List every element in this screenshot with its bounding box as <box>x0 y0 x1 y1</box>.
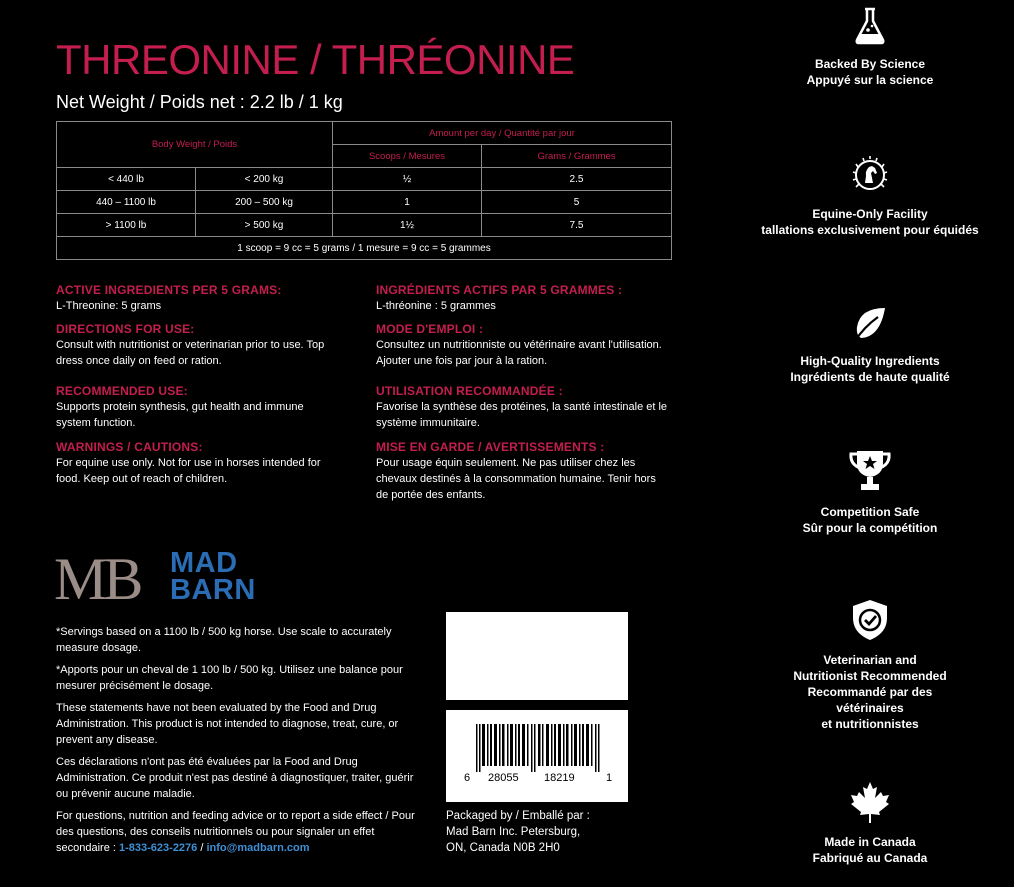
mad-barn-logo <box>54 548 294 610</box>
table-cell: 440 – 1100 lb <box>57 191 196 214</box>
barcode-bars <box>476 724 600 772</box>
active-ingredients-en <box>56 282 346 314</box>
feature-line: Made in Canada <box>824 835 916 849</box>
phone-link[interactable]: 1-833-623-2276 <box>119 842 198 854</box>
table-cell: 2.5 <box>482 168 672 191</box>
section-heading: MODE D'EMPLOI : <box>376 322 484 336</box>
blank-label-box <box>446 612 628 700</box>
feature-line: Competition Safe <box>820 505 920 519</box>
feature-made-in-canada <box>785 780 955 866</box>
table-cell: < 440 lb <box>57 168 196 191</box>
product-title: THREONINE / THRÉONINE <box>56 36 575 83</box>
amount-header: Amount per day / Quantité par jour <box>333 122 672 145</box>
body-weight-header: Body Weight / Poids <box>57 122 333 168</box>
section-heading: MISE EN GARDE / AVERTISSEMENTS : <box>376 440 605 454</box>
trophy-icon <box>847 448 893 494</box>
table-cell: ½ <box>333 168 482 191</box>
section-text: Favorise la synthèse des protéines, la santé intestinale et le système immunitaire. <box>376 401 668 429</box>
table-cell: 200 – 500 kg <box>196 191 333 214</box>
section-heading: UTILISATION RECOMMANDÉE : <box>376 384 563 398</box>
feature-line: Equine-Only Facility <box>812 207 928 221</box>
active-ingredients-fr <box>376 282 676 314</box>
logo-mad: MAD <box>170 547 238 579</box>
feature-line: High-Quality Ingredients <box>800 354 940 368</box>
section-text: Pour usage équin seulement. Ne pas utiliser chez les chevaux destinés à la consommation humaine. Tenir hors de portée des enfants. <box>376 457 656 501</box>
recommended-en <box>56 383 331 431</box>
fda-statement-fr: Ces déclarations n'ont pas été évaluées par la Food and Drug Administration. Ce produit n'est pas destiné à diagnostiquer, traiter, guérir ou prévenir aucune maladie. <box>56 756 414 800</box>
section-heading: DIRECTIONS FOR USE: <box>56 322 195 336</box>
net-weight: Net Weight / Poids net : 2.2 lb / 1 kg <box>56 92 343 112</box>
table-cell: 7.5 <box>482 214 672 237</box>
contact-info <box>56 808 416 856</box>
feature-line: Fabriqué au Canada <box>812 851 928 865</box>
feature-equine-only <box>760 154 980 238</box>
warnings-fr <box>376 439 671 503</box>
grams-header: Grams / Grammes <box>482 145 672 168</box>
feature-competition <box>785 448 955 536</box>
feature-line: Recommandé par des vétérinaires <box>807 685 933 715</box>
section-heading: ACTIVE INGREDIENTS PER 5 GRAMS: <box>56 283 282 297</box>
leaf-icon <box>852 305 888 343</box>
shield-check-icon <box>850 598 890 642</box>
feature-line: Appuyé sur la science <box>806 73 934 87</box>
section-heading: RECOMMENDED USE: <box>56 384 188 398</box>
directions-fr <box>376 321 686 369</box>
feature-line: Ingrédients de haute qualité <box>790 370 950 384</box>
flask-icon <box>853 6 887 46</box>
scoop-conversion: 1 scoop = 9 cc = 5 grams / 1 mesure = 9 cc = 5 grammes <box>57 237 672 260</box>
packaged-line: Mad Barn Inc. Petersburg, <box>446 826 581 838</box>
section-text: L-thréonine : 5 grammes <box>376 300 496 312</box>
contact-text: For questions, nutrition and feeding advice or to report a side effect / Pour des questions, des conseils nutritionnels ou pour signaler un effet secondaire : <box>56 810 415 854</box>
section-text: Consultez un nutritionniste ou vétérinaire avant l'utilisation. Ajouter une fois par jour à la ration. <box>376 339 662 367</box>
recommended-fr <box>376 383 681 431</box>
packaged-line: Packaged by / Emballé par : <box>446 810 590 822</box>
table-cell: 1½ <box>333 214 482 237</box>
scoops-header: Scoops / Mesures <box>333 145 482 168</box>
section-text: Consult with nutritionist or veterinarian prior to use. Top dress once daily on feed or ration. <box>56 339 325 367</box>
horse-badge-icon <box>848 154 892 196</box>
dosage-table <box>56 121 672 260</box>
feature-vet-recommended <box>785 598 955 732</box>
warnings-en <box>56 439 331 487</box>
feature-line: tallations exclusivement pour équidés <box>761 223 979 237</box>
maple-leaf-icon <box>848 780 892 824</box>
feature-line: et nutritionnistes <box>821 717 919 731</box>
barcode <box>446 710 628 802</box>
packaged-by <box>446 808 590 856</box>
table-row <box>57 191 672 214</box>
barcode-digit: 6 <box>464 772 471 784</box>
section-text: L-Threonine: 5 grams <box>56 300 162 312</box>
barcode-digit: 18219 <box>544 772 575 784</box>
contact-separator: / <box>200 842 204 854</box>
table-cell: > 1100 lb <box>57 214 196 237</box>
table-cell: 1 <box>333 191 482 214</box>
logo-monogram: MB <box>54 546 140 612</box>
table-cell: > 500 kg <box>196 214 333 237</box>
barcode-digit: 1 <box>606 772 613 784</box>
table-cell: 5 <box>482 191 672 214</box>
section-text: For equine use only. Not for use in horses intended for food. Keep out of reach of children. <box>56 457 321 485</box>
table-row <box>57 168 672 191</box>
logo-wordmark <box>170 547 256 606</box>
feature-science <box>785 6 955 88</box>
barcode-digit: 28055 <box>488 772 519 784</box>
email-link[interactable]: info@madbarn.com <box>206 842 310 854</box>
servings-note-en: *Servings based on a 1100 lb / 500 kg horse. Use scale to accurately measure dosage. <box>56 626 392 654</box>
disclaimer-notes <box>56 624 416 862</box>
table-row <box>57 214 672 237</box>
section-heading: WARNINGS / CAUTIONS: <box>56 440 203 454</box>
feature-line: Nutritionist Recommended <box>793 669 947 683</box>
section-text: Supports protein synthesis, gut health and immune system function. <box>56 401 304 429</box>
feature-line: Veterinarian and <box>823 653 917 667</box>
directions-en <box>56 321 336 369</box>
section-heading: INGRÉDIENTS ACTIFS PAR 5 GRAMMES : <box>376 283 623 297</box>
feature-quality <box>785 305 955 385</box>
feature-line: Backed By Science <box>814 57 926 71</box>
servings-note-fr: *Apports pour un cheval de 1 100 lb / 500 kg. Utilisez une balance pour mesurer précisément le dosage. <box>56 664 403 692</box>
feature-line: Sûr pour la compétition <box>802 521 938 535</box>
table-cell: < 200 kg <box>196 168 333 191</box>
logo-barn: BARN <box>170 574 256 606</box>
packaged-line: ON, Canada N0B 2H0 <box>446 842 560 854</box>
fda-statement-en: These statements have not been evaluated by the Food and Drug Administration. This product is not intended to diagnose, treat, cure, or prevent any disease. <box>56 702 399 746</box>
